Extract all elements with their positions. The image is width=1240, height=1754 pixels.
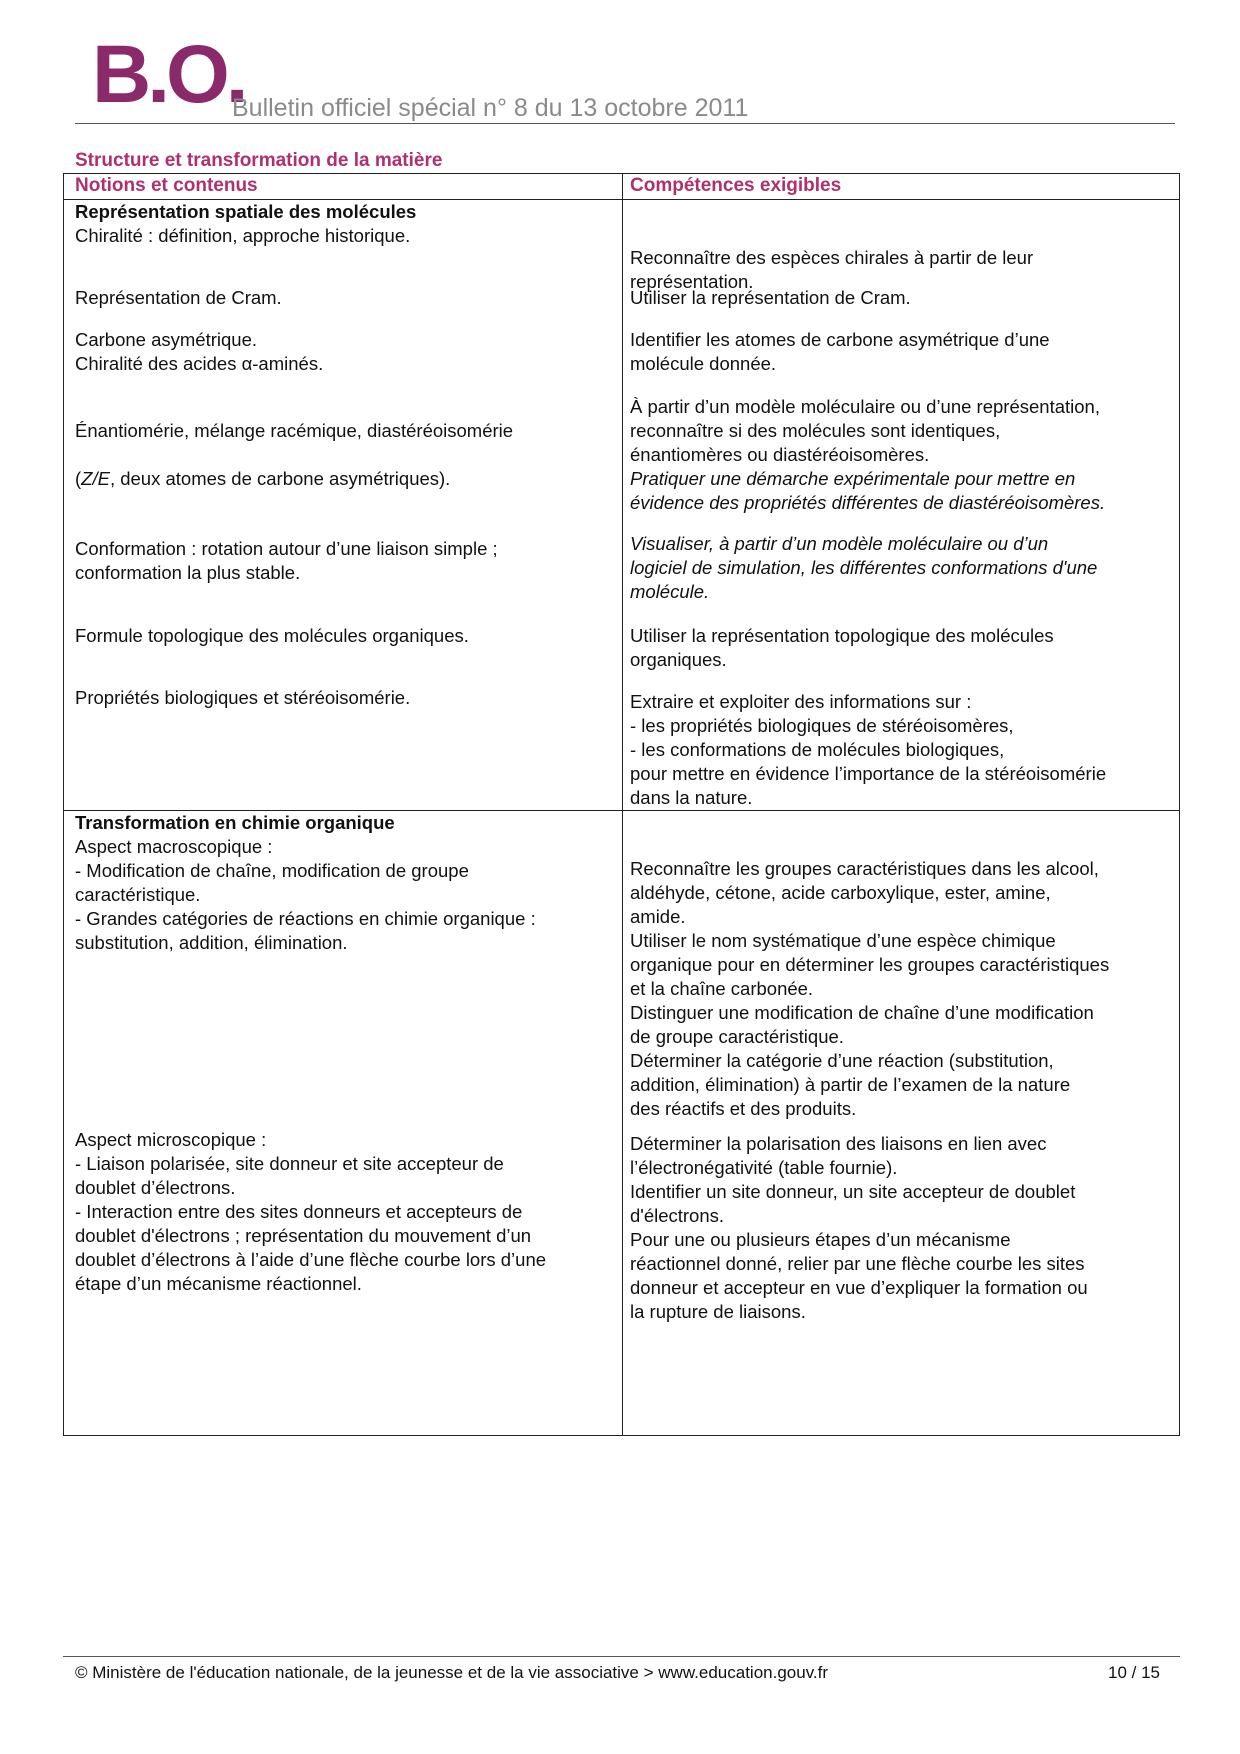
column-header-notions: Notions et contenus <box>75 175 258 196</box>
competence-demarche-experimentale: Pratiquer une démarche expérimentale pour mettre en évidence des propriétés différentes de diastéréoisomères. <box>630 468 1106 513</box>
header-divider <box>75 123 1175 124</box>
column-header-competences: Compétences exigibles <box>630 175 842 196</box>
notion-chiralite: Chiralité : définition, approche historique. <box>75 225 411 246</box>
competence-topologique: Utiliser la représentation topologique des molécules organiques. <box>630 625 1054 670</box>
footer-copyright: © Ministère de l'éducation nationale, de la jeunesse et de la vie associative > www.education.gouv.fr <box>75 1663 829 1682</box>
bo-logo: B.O. <box>92 29 245 120</box>
competence-chirales: Reconnaître des espèces chirales à partir de leur représentation. <box>630 247 1034 292</box>
notion-enantiomerie-line1: Énantiomérie, mélange racémique, diastéréoisomérie <box>75 420 514 441</box>
notion-ze-prefix: ( <box>75 468 82 489</box>
bulletin-title: Bulletin officiel spécial n° 8 du 13 octobre 2011 <box>232 94 749 122</box>
notion-aspect-microscopique: Aspect microscopique : - Liaison polarisée, site donneur et site accepteur de doublet d’électrons. - Interaction entre des sites donneurs et accepteurs de doublet d'électrons ; représentation du mouvement d’un doublet d’électrons à l’aide d’une flèche courbe lors d’une étape d’un mécanisme réactionnel. <box>75 1129 547 1294</box>
notion-conformation: Conformation : rotation autour d’une liaison simple ; conformation la plus stable. <box>75 538 498 583</box>
program-table <box>63 173 1180 1436</box>
notion-enantiomerie <box>75 395 513 491</box>
notion-proprietes-biologiques: Propriétés biologiques et stéréoisomérie. <box>75 687 411 708</box>
block-title-transformation: Transformation en chimie organique <box>75 812 395 833</box>
competence-cram: Utiliser la représentation de Cram. <box>630 287 911 308</box>
section-title: Structure et transformation de la matière <box>75 150 443 171</box>
column-divider <box>622 174 623 1435</box>
competence-visualiser-conformations: Visualiser, à partir d’un modèle moléculaire ou d’un logiciel de simulation, les différentes conformations d'une molécule. <box>630 533 1098 602</box>
competence-stereoisomerie: Extraire et exploiter des informations sur : - les propriétés biologiques de stéréoisomères, - les conformations de molécules biologiques, pour mettre en évidence l’importance de la stéréoisomérie dans la nature. <box>630 691 1107 808</box>
competence-carbone-asymetrique: Identifier les atomes de carbone asymétrique d’une molécule donnée. <box>630 329 1050 374</box>
competence-modele-moleculaire: À partir d’un modèle moléculaire ou d’une représentation, reconnaître si des molécules sont identiques, énantiomères ou diastéréoisomères. <box>630 396 1100 465</box>
notion-ze-suffix: , deux atomes de carbone asymétriques). <box>109 468 451 489</box>
notion-cram: Représentation de Cram. <box>75 287 282 308</box>
notion-carbone-asymetrique: Carbone asymétrique. Chiralité des acides α-aminés. <box>75 329 324 374</box>
block-title-spatial: Représentation spatiale des molécules <box>75 201 417 222</box>
footer-divider <box>63 1656 1180 1657</box>
notion-formule-topologique: Formule topologique des molécules organiques. <box>75 625 469 646</box>
notion-ze-italic: Z/E <box>81 468 110 489</box>
competence-groupes-caracteristiques: Reconnaître les groupes caractéristiques dans les alcool, aldéhyde, cétone, acide carboxylique, ester, amine, amide. Utiliser le nom systématique d’une espèce chimique organique pour en déterminer les groupes caractéristiques et la chaîne carbonée. Distinguer une modification de chaîne d’une modification de groupe caractéristique. Déterminer la catégorie d’une réaction (substitution, addition, élimination) à partir de l’examen de la nature des réactifs et des produits. <box>630 858 1110 1119</box>
page-number: 10 / 15 <box>1108 1663 1160 1682</box>
competence-polarisation: Déterminer la polarisation des liaisons en lien avec l’électronégativité (table fournie). Identifier un site donneur, un site accepteur de doublet d'électrons. Pour une ou plusieurs étapes d’un mécanisme réactionnel donné, relier par une flèche courbe les sites donneur et accepteur en vue d’expliquer la formation ou la rupture de liaisons. <box>630 1133 1088 1322</box>
notion-aspect-macroscopique: Aspect macroscopique : - Modification de chaîne, modification de groupe caractéristique. - Grandes catégories de réactions en chimie organique : substitution, addition, élimination. <box>75 836 536 953</box>
